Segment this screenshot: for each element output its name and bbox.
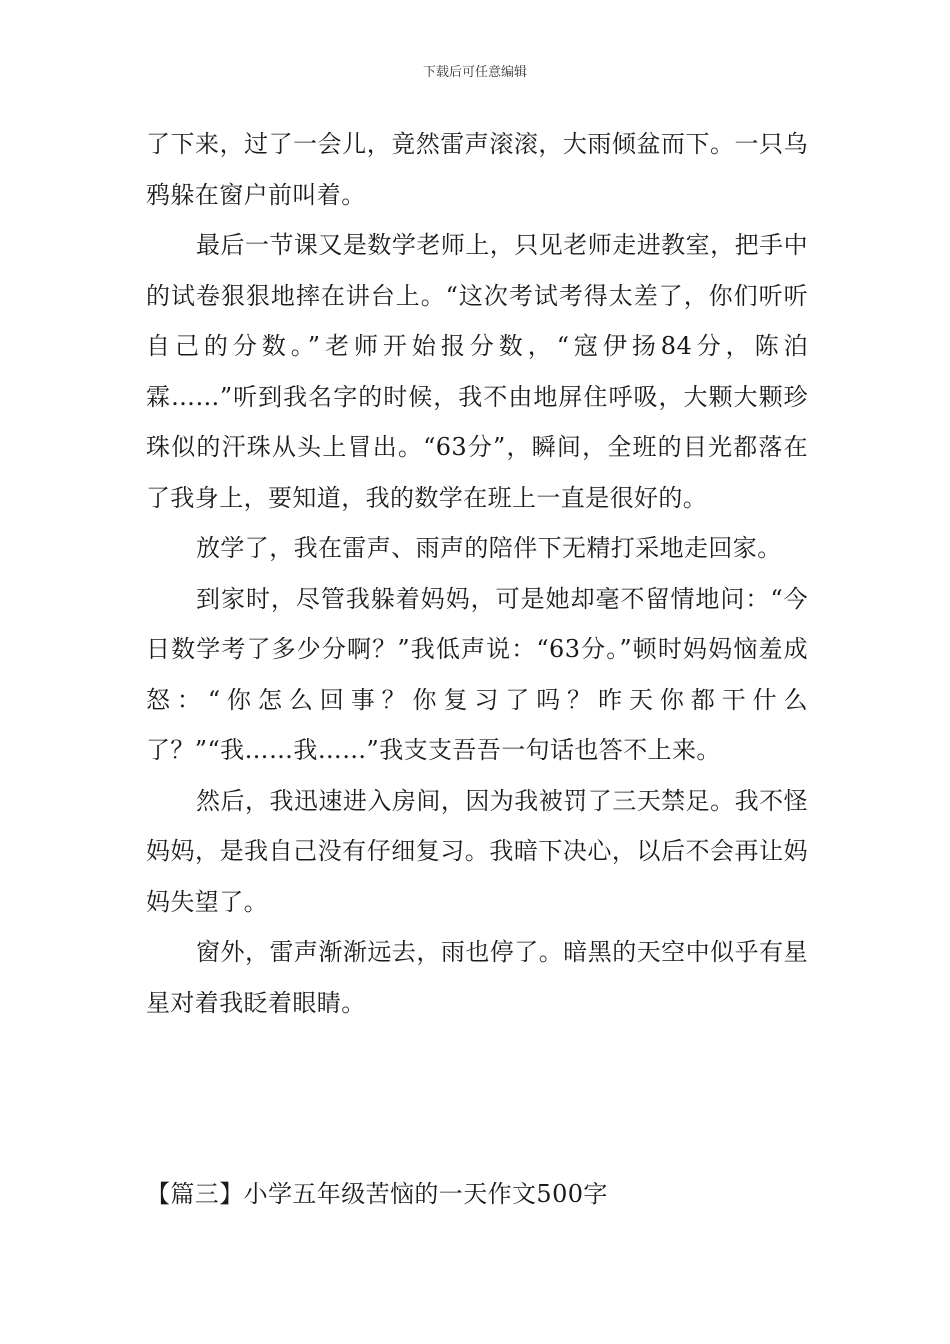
paragraph-at-home: 到家时，尽管我躲着妈妈，可是她却毫不留情地问：“今日数学考了多少分啊？”我低声说：“63分。”顿时妈妈恼羞成怒：“你怎么回事？你复习了吗？昨天你都干什么了？”“我……我……”我支支吾吾一句话也答不上来。 — [146, 584, 808, 764]
paragraph-math-class: 最后一节课又是数学老师上，只见老师走进教室，把手中的试卷狠狠地摔在讲台上。“这次考试考得太差了，你们听听自己的分数。”老师开始报分数，“寇伊扬84分，陈泊霖……”听到我名字的时候，我不由地屏住呼吸，大颗大颗珍珠似的汗珠从头上冒出。“63分”，瞬间，全班的目光都落在了我身上，要知道，我的数学在班上一直是很好的。 — [146, 231, 808, 512]
paragraph-ending: 窗外，雷声渐渐远去，雨也停了。暗黑的天空中似乎有星星对着我眨着眼睛。 — [146, 938, 808, 1017]
paragraph-grounded: 然后，我迅速进入房间，因为我被罚了三天禁足。我不怪妈妈，是我自己没有仔细复习。我暗下决心，以后不会再让妈妈失望了。 — [146, 786, 808, 916]
article-body — [146, 119, 808, 1028]
paragraph-continuation: 了下来，过了一会儿，竟然雷声滚滚，大雨倾盆而下。一只乌鸦躲在窗户前叫着。 — [146, 130, 808, 209]
header-note: 下载后可任意编辑 — [422, 65, 527, 80]
paragraph-after-school: 放学了，我在雷声、雨声的陪伴下无精打采地走回家。 — [196, 534, 782, 562]
section-heading: 【篇三】小学五年级苦恼的一天作文500字 — [146, 1180, 608, 1208]
